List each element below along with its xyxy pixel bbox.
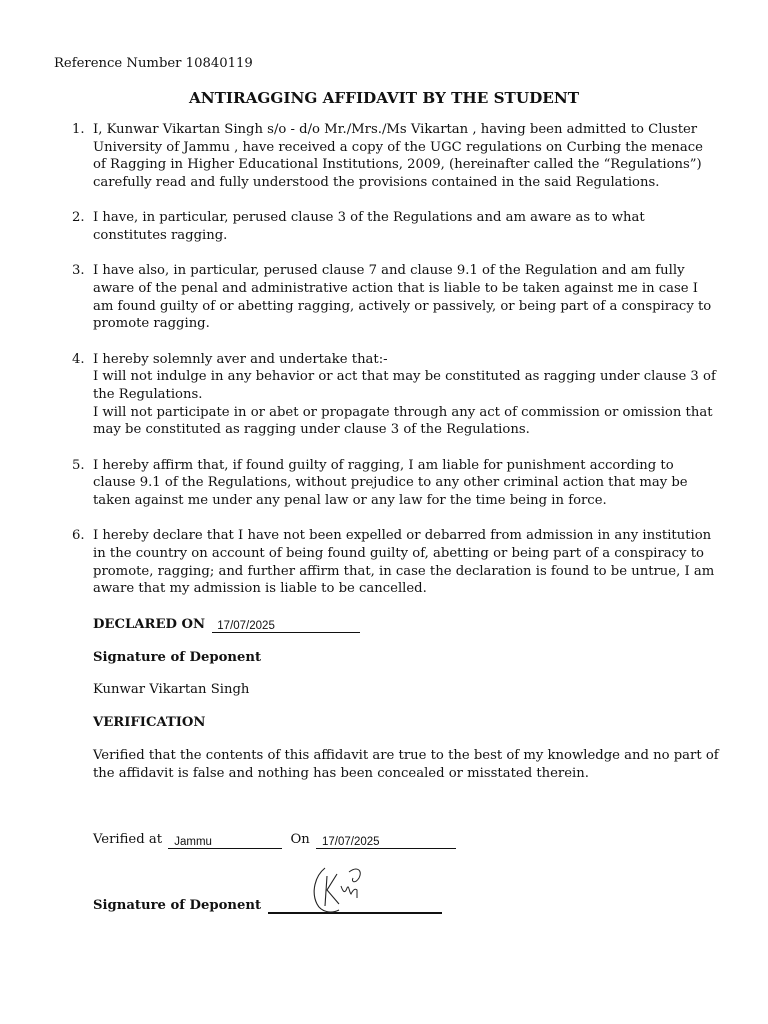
clause-text: I will not indulge in any behavior or act that may be constituted as ragging under clause 3 of the Regulations. xyxy=(93,369,716,402)
clause-text: I hereby affirm that, if found guilty of ragging, I am liable for punishment according to clause 9.1 of the Regulations, without prejudice to any other criminal action that may be taken against me under any penal law or any law for the time being in force. xyxy=(93,457,688,508)
on-label: On xyxy=(290,832,310,847)
clause-text: I hereby declare that I have not been expelled or debarred from admission in any institution in the country on account of being found guilty of, abetting or being part of a conspiracy to promote, ragging; and further affirm that, in case the declaration is found to be untrue, I am aware that my admission is liable to be cancelled. xyxy=(93,528,715,597)
clause-3 xyxy=(68,262,718,333)
clause-number: 3. xyxy=(72,263,85,279)
clause-number: 1. xyxy=(72,122,85,137)
affidavit-clauses xyxy=(68,121,718,615)
declared-date-value: 17/07/2025 xyxy=(217,620,275,632)
reference-number: Reference Number 10840119 xyxy=(54,56,253,71)
verified-at-label: Verified at xyxy=(93,832,163,847)
verified-place-value: Jammu xyxy=(174,836,212,848)
handwritten-signature xyxy=(305,858,365,916)
deponent-name: Kunwar Vikartan Singh xyxy=(93,682,250,697)
declared-on-row xyxy=(93,617,360,632)
clause-text: I, Kunwar Vikartan Singh s/o - d/o Mr./Mrs./Ms Vikartan , having been admitted to Cluster University of Jammu , have received a copy of the UGC regulations on Curbing the menace of Ragging in Higher Educational Institutions, 2009, (hereinafter called the “Regulations”) carefully read and fully understood the provisions contained in the said Regulations. xyxy=(93,122,703,191)
signature-of-deponent-heading: Signature of Deponent xyxy=(93,650,262,665)
clause-text: I have, in particular, perused clause 3 of the Regulations and am aware as to what constitutes ragging. xyxy=(93,210,645,244)
clause-number: 6. xyxy=(72,528,85,544)
clause-number: 2. xyxy=(72,210,85,226)
declared-on-label: DECLARED ON xyxy=(93,617,206,632)
verification-heading: VERIFICATION xyxy=(93,715,206,730)
verified-date-value: 17/07/2025 xyxy=(321,836,380,848)
clause-1 xyxy=(68,121,718,192)
clause-5 xyxy=(68,457,718,510)
clause-text: I hereby solemnly aver and undertake that:- xyxy=(93,351,388,367)
document-title: ANTIRAGGING AFFIDAVIT BY THE STUDENT xyxy=(188,89,580,107)
verified-at-row xyxy=(93,832,456,847)
declared-date-field xyxy=(212,618,360,633)
clause-6 xyxy=(68,527,718,598)
verified-place-field xyxy=(168,834,282,849)
verification-text: Verified that the contents of this affidavit are true to the best of my knowledge and no part of the affidavit is false and nothing has been concealed or misstated therein. xyxy=(93,748,719,781)
clause-number: 4. xyxy=(72,351,85,367)
final-signature-row xyxy=(93,897,442,913)
clause-number: 5. xyxy=(72,457,85,473)
clause-text: I will not participate in or abet or propagate through any act of commission or omission that may be constituted as ragging under clause 3 of the Regulations. xyxy=(93,404,713,438)
clause-2 xyxy=(68,209,718,244)
signature-of-deponent-label: Signature of Deponent xyxy=(93,898,262,913)
verified-date-field xyxy=(316,834,456,849)
clause-4 xyxy=(68,351,718,440)
clause-text: I have also, in particular, perused clause 7 and clause 9.1 of the Regulation and am fully aware of the penal and administrative action that is liable to be taken against me in case I am found guilty of or abetting ragging, actively or passively, or being part of a conspiracy to promote ragging. xyxy=(93,263,712,332)
